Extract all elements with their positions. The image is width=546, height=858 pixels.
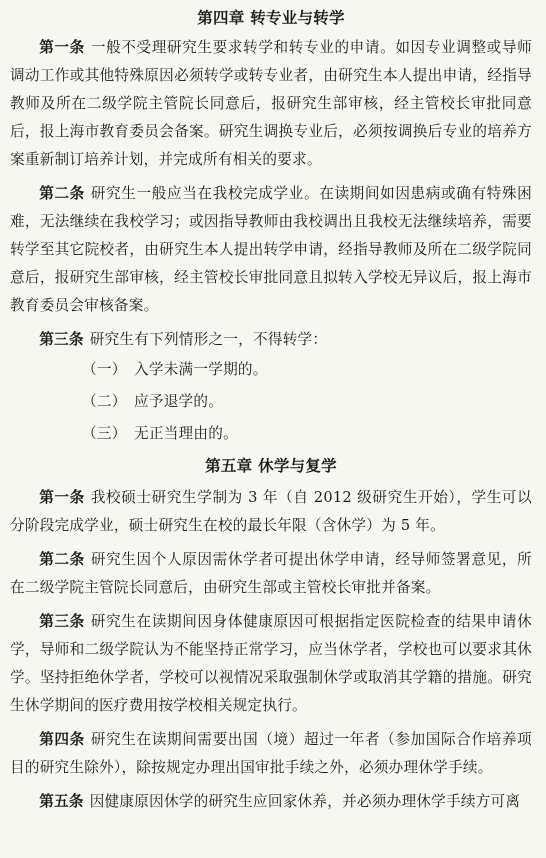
article-label: 第二条 bbox=[39, 185, 85, 202]
list-item bbox=[10, 354, 532, 386]
article-text: 一般不受理研究生要求转学和转专业的申请。如因专业调整或导师调动工作或其他特殊原因必须转学或转专业者，由研究生本人提出申请，经指导教师及所在二级学院主管院长同意后，报研究生部审核，经主管校长审批同意后，报上海市教育委员会备案。研究生调换专业后，必须按调换后专业的培养方案重新制订培养计划，并完成所有相关的要求。 bbox=[10, 39, 532, 168]
chapter-4-title: 第四章 转专业与转学 bbox=[197, 8, 345, 27]
article-label: 第二条 bbox=[39, 551, 85, 568]
list-item-number: （一） bbox=[82, 361, 127, 378]
chapter-5-article-2 bbox=[10, 546, 532, 602]
article-label: 第一条 bbox=[39, 489, 85, 506]
list-item-text: 应予退学的。 bbox=[134, 393, 224, 410]
article-label: 第一条 bbox=[39, 39, 85, 56]
chapter-4-article-2 bbox=[10, 180, 532, 320]
article-label: 第三条 bbox=[39, 331, 84, 348]
article-label: 第三条 bbox=[39, 613, 85, 630]
chapter-4-article-3 bbox=[10, 326, 532, 354]
chapter-5-title: 第五章 休学与复学 bbox=[205, 456, 337, 475]
list-item-number: （二） bbox=[82, 393, 127, 410]
chapter-5-article-4 bbox=[10, 726, 532, 782]
chapter-5-article-1 bbox=[10, 484, 532, 540]
list-item-number: （三） bbox=[82, 425, 127, 442]
article-label: 第四条 bbox=[39, 731, 85, 748]
chapter-5-article-3 bbox=[10, 608, 532, 720]
article-text: 研究生有下列情形之一，不得转学： bbox=[89, 331, 328, 348]
chapter-4-article-1 bbox=[10, 34, 532, 174]
list-item bbox=[10, 386, 532, 418]
chapter-5-article-5 bbox=[10, 788, 532, 816]
article-label: 第五条 bbox=[39, 793, 84, 810]
article-text: 研究生在读期间需要出国（境）超过一年者（参加国际合作培养项目的研究生除外），除按规定办理出国审批手续之外，必须办理休学手续。 bbox=[10, 731, 532, 776]
article-text: 我校硕士研究生学制为 3 年（自 2012 级研究生开始），学生可以分阶段完成学业，硕士研究生在校的最长年限（含休学）为 5 年。 bbox=[10, 489, 532, 534]
article-text: 研究生因个人原因需休学者可提出休学申请，经导师签署意见，所在二级学院主管院长同意后，由研究生部或主管校长审批并备案。 bbox=[10, 551, 532, 596]
list-item-text: 无正当理由的。 bbox=[134, 425, 238, 442]
article-text: 因健康原因休学的研究生应回家休养，并必须办理休学手续方可离 bbox=[89, 793, 521, 810]
list-item bbox=[10, 418, 532, 450]
list-item-text: 入学未满一学期的。 bbox=[134, 361, 268, 378]
article-text: 研究生一般应当在我校完成学业。在读期间如因患病或确有特殊困难，无法继续在我校学习；或因指导教师由我校调出且我校无法继续培养，需要转学至其它院校者，由研究生本人提出转学申请，经指导教师及所在二级学院同意后，报研究生部审核，经主管校长审批同意且拟转入学校无异议后，报上海市教育委员会审核备案。 bbox=[10, 185, 532, 314]
article-text: 研究生在读期间因身体健康原因可根据指定医院检查的结果申请休学，导师和二级学院认为不能坚持正常学习，应当休学者，学校也可以要求其休学。坚持拒绝休学者，学校可以视情况采取强制休学或取消其学籍的措施。研究生休学期间的医疗费用按学校相关规定执行。 bbox=[10, 613, 532, 714]
